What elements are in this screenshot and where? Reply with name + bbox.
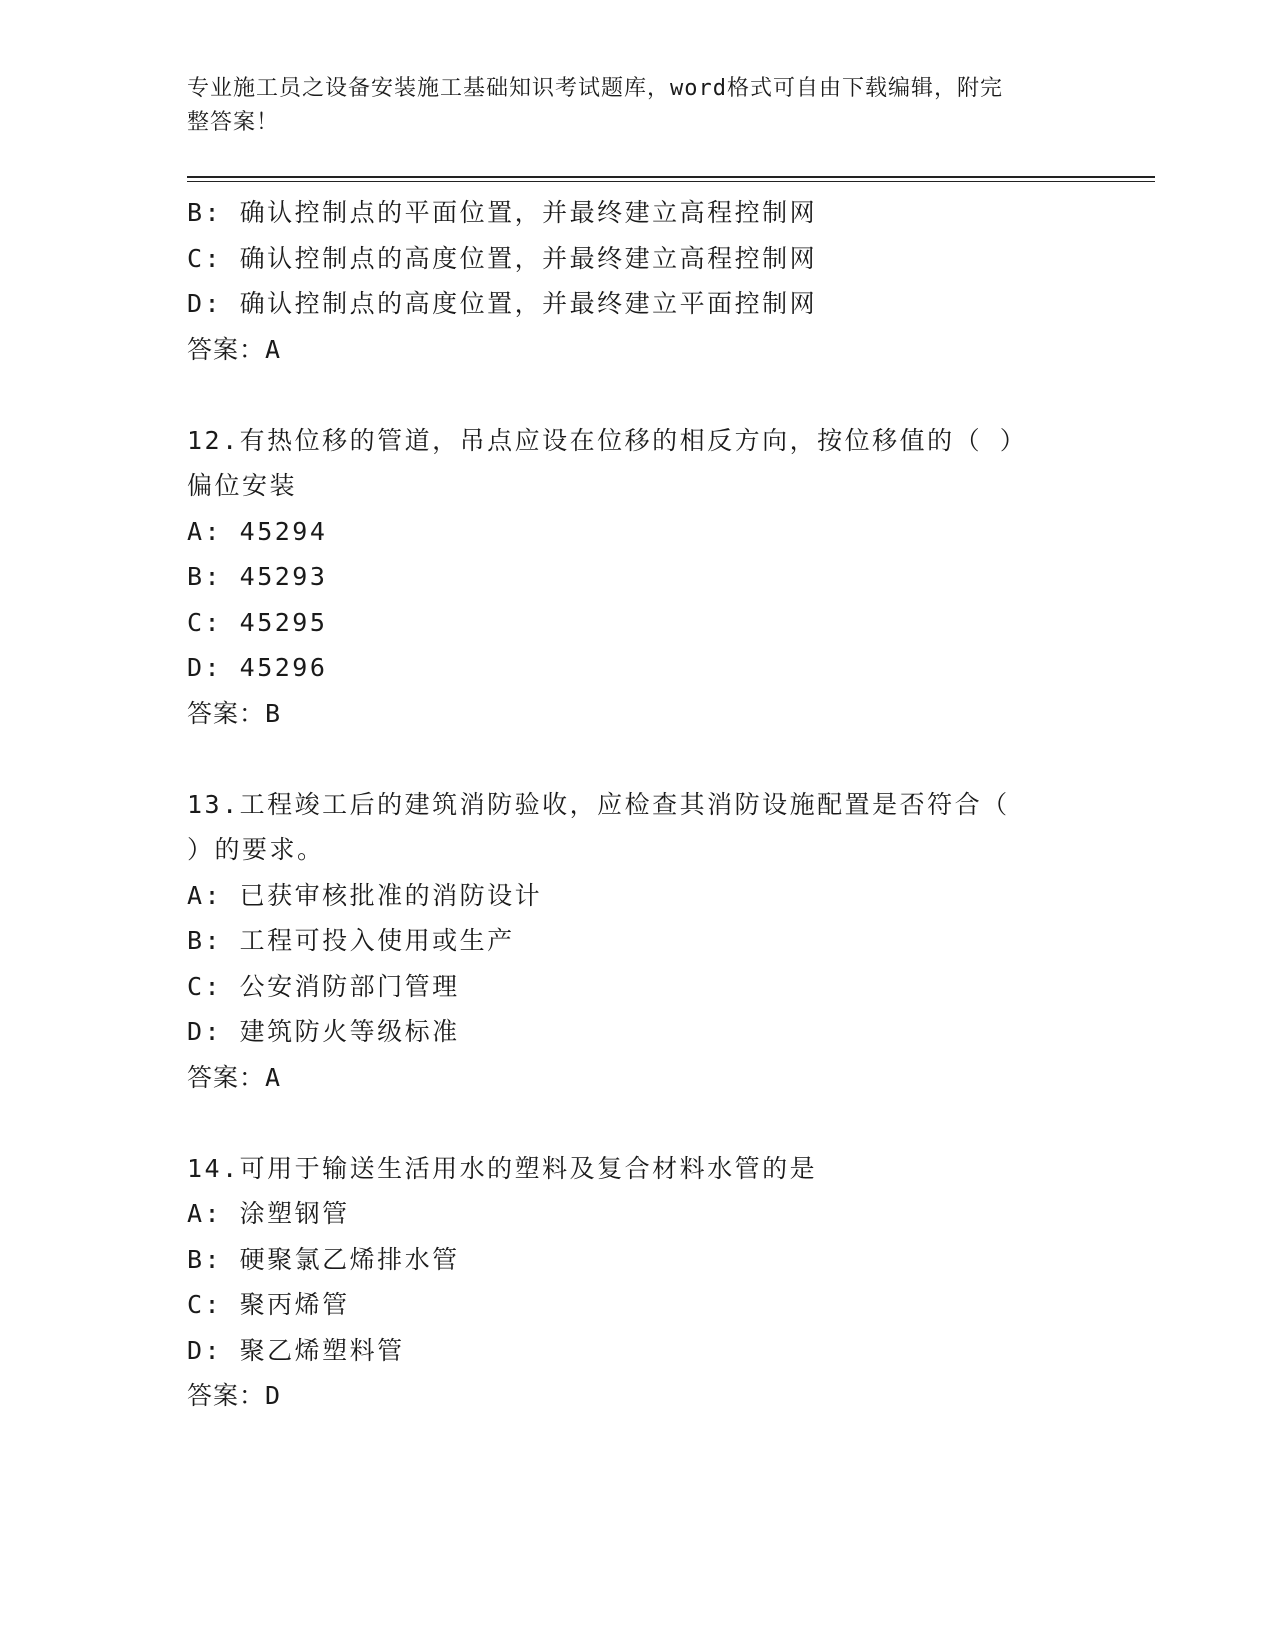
spacer (187, 1100, 1087, 1146)
header-rule-thin (187, 181, 1155, 182)
question-stem: 12.有热位移的管道，吊点应设在位移的相反方向，按位移值的（ ） (187, 425, 1028, 455)
header-line-2: 整答案！ (187, 110, 280, 135)
option-a: A: 涂塑钢管 (187, 1199, 350, 1228)
question-list (187, 190, 1087, 1419)
option-d: D: 45296 (187, 653, 328, 682)
option-d: D: 建筑防火等级标准 (187, 1017, 460, 1046)
header-line-1: 专业施工员之设备安装施工基础知识考试题库，word格式可自由下载编辑，附完 (187, 76, 1003, 101)
option-b: B: 硬聚氯乙烯排水管 (187, 1244, 460, 1274)
option-d: D: 确认控制点的高度位置，并最终建立平面控制网 (187, 289, 818, 318)
spacer (187, 372, 1087, 418)
header-rule-thick (187, 176, 1155, 178)
answer: 答案：A (187, 334, 282, 364)
answer: 答案：D (187, 1381, 282, 1410)
option-c: C: 45295 (187, 607, 328, 637)
option-d: D: 聚乙烯塑料管 (187, 1335, 405, 1365)
option-c: C: 确认控制点的高度位置，并最终建立高程控制网 (187, 243, 818, 273)
question-stem: 14.可用于输送生活用水的塑料及复合材料水管的是 (187, 1153, 818, 1183)
option-c: C: 聚丙烯管 (187, 1290, 350, 1319)
question-stem-continued: 偏位安装 (187, 471, 298, 500)
question-12 (187, 418, 1087, 737)
spacer (187, 736, 1087, 782)
option-c: C: 公安消防部门管理 (187, 971, 460, 1001)
answer: 答案：B (187, 698, 282, 728)
option-a: A: 45294 (187, 516, 328, 546)
answer: 答案：A (187, 1062, 282, 1092)
question-stem: 13.工程竣工后的建筑消防验收，应检查其消防设施配置是否符合（ (187, 789, 1010, 819)
question-11 (187, 190, 1087, 372)
option-b: B: 工程可投入使用或生产 (187, 926, 515, 955)
document-header (187, 72, 1067, 140)
question-14 (187, 1146, 1087, 1419)
question-13 (187, 782, 1087, 1101)
option-b: B: 45293 (187, 562, 328, 591)
option-a: A: 已获审核批准的消防设计 (187, 880, 543, 910)
question-stem-continued: ）的要求。 (187, 835, 325, 864)
option-b: B: 确认控制点的平面位置，并最终建立高程控制网 (187, 198, 818, 227)
